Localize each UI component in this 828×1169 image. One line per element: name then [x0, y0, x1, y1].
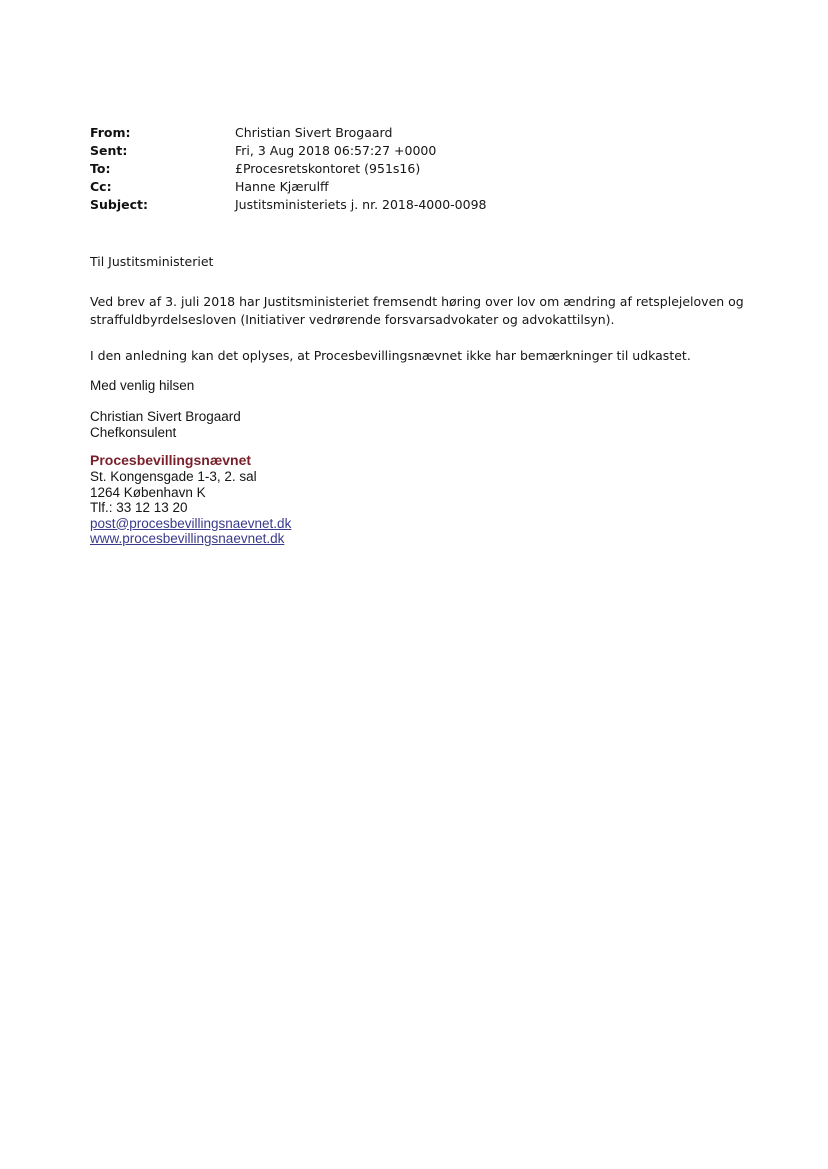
from-value: Christian Sivert Brogaard: [235, 125, 393, 140]
header-subject-row: [90, 196, 486, 214]
website-link[interactable]: www.procesbevillingsnaevnet.dk: [90, 531, 285, 546]
greeting: Til Justitsministeriet: [90, 254, 214, 269]
sent-label: Sent:: [90, 143, 128, 158]
subject-value: Justitsministeriets j. nr. 2018-4000-0098: [235, 197, 487, 212]
header-sent-row: [90, 142, 486, 160]
body-paragraph-2: I den anledning kan det oplyses, at Procesbevillingsnævnet ikke har bemærkninger til udkastet.: [90, 348, 691, 363]
to-label: To:: [90, 161, 111, 176]
phone-number: Tlf.: 33 12 13 20: [90, 500, 188, 515]
organization-name: Procesbevillingsnævnet: [90, 452, 252, 468]
address-line-1: St. Kongensgade 1-3, 2. sal: [90, 469, 257, 484]
signature-name: Christian Sivert Brogaard: [90, 409, 241, 424]
header-from-row: [90, 124, 486, 142]
subject-label: Subject:: [90, 197, 148, 212]
header-cc-row: [90, 178, 486, 196]
address-line-2: 1264 København K: [90, 484, 206, 500]
cc-label: Cc:: [90, 179, 112, 194]
signature-title: Chefkonsulent: [90, 424, 177, 440]
signature-block: [90, 409, 241, 440]
from-label: From:: [90, 125, 131, 140]
header-to-row: [90, 160, 486, 178]
to-value: £Procesretskontoret (951s16): [235, 161, 421, 176]
email-link[interactable]: post@procesbevillingsnaevnet.dk: [90, 515, 292, 531]
cc-value: Hanne Kjærulff: [235, 179, 329, 194]
sent-value: Fri, 3 Aug 2018 06:57:27 +0000: [235, 143, 437, 158]
contact-block: [90, 469, 291, 547]
email-header-block: [90, 124, 486, 214]
body-paragraph-1: Ved brev af 3. juli 2018 har Justitsministeriet fremsendt høring over lov om ændring af retsplejeloven og straffuldbyrdelsesloven (Initiativer vedrørende forsvarsadvokater og advokattilsyn).: [90, 294, 744, 327]
closing: Med venlig hilsen: [90, 378, 195, 393]
